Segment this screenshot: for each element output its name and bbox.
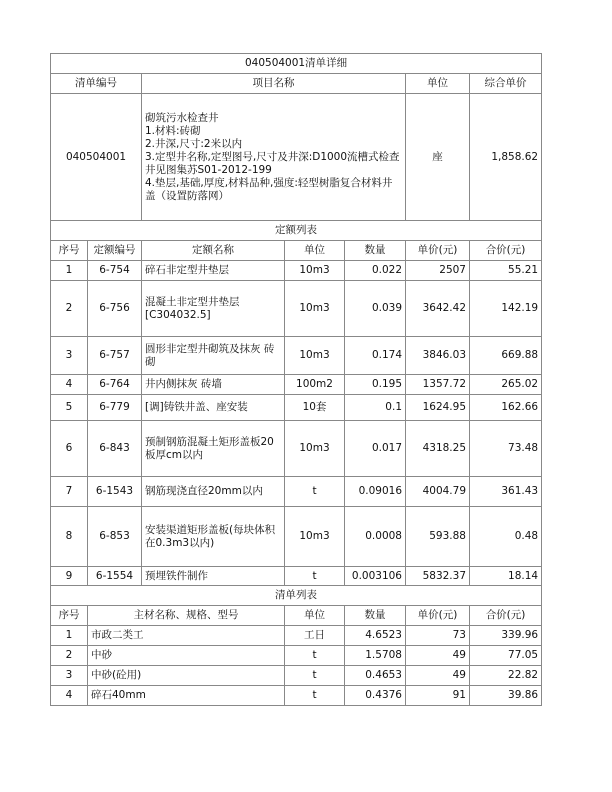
material-total: 22.82: [470, 666, 542, 686]
quota-row: [51, 261, 542, 281]
quota-row: [51, 337, 542, 375]
quota-idx: 7: [51, 477, 88, 507]
bill-header-code: 清单编号: [51, 74, 142, 94]
quota-row: [51, 281, 542, 337]
bill-item-description: 砌筑污水检查井 1.材料:砖砌 2.井深,尺寸:2米以内 3.定型井名称,定型图号,尺寸及井深:D1000流槽式检查井见图集苏S01-2012-199 4.垫层,基础,厚度,材料品种,强度:轻型树脂复合材料井盖（设置防落网）: [142, 94, 406, 221]
material-total: 77.05: [470, 646, 542, 666]
quota-header-name: 定额名称: [142, 241, 285, 261]
quota-total: 142.19: [470, 281, 542, 337]
quota-price: 4318.25: [406, 421, 470, 477]
quota-idx: 6: [51, 421, 88, 477]
material-qty: 4.6523: [345, 626, 406, 646]
quota-qty: 0.017: [345, 421, 406, 477]
quota-code: 6-1543: [88, 477, 142, 507]
material-qty: 1.5708: [345, 646, 406, 666]
quota-total: 55.21: [470, 261, 542, 281]
material-name: 碎石40mm: [88, 686, 285, 706]
quota-header-total: 合价(元): [470, 241, 542, 261]
quota-unit: 10m3: [285, 507, 345, 567]
material-header-unit: 单位: [285, 606, 345, 626]
quota-row: [51, 477, 542, 507]
quota-idx: 3: [51, 337, 88, 375]
material-qty: 0.4653: [345, 666, 406, 686]
quota-idx: 2: [51, 281, 88, 337]
quota-code: 6-1554: [88, 567, 142, 586]
quota-name: 碎石非定型井垫层: [142, 261, 285, 281]
quota-price: 1357.72: [406, 375, 470, 395]
quota-code: 6-754: [88, 261, 142, 281]
material-unit: t: [285, 686, 345, 706]
quota-price: 1624.95: [406, 395, 470, 421]
quota-name: 预埋铁件制作: [142, 567, 285, 586]
quota-name: 安装渠道矩形盖板(每块体积在0.3m3以内): [142, 507, 285, 567]
quota-name: 圆形非定型井砌筑及抹灰 砖砌: [142, 337, 285, 375]
quota-price: 3642.42: [406, 281, 470, 337]
quota-header-unit: 单位: [285, 241, 345, 261]
material-total: 39.86: [470, 686, 542, 706]
quota-price: 5832.37: [406, 567, 470, 586]
material-qty: 0.4376: [345, 686, 406, 706]
quota-qty: 0.09016: [345, 477, 406, 507]
material-name: 中砂(砼用): [88, 666, 285, 686]
quota-row: [51, 567, 542, 586]
material-header-qty: 数量: [345, 606, 406, 626]
quota-row: [51, 395, 542, 421]
quota-unit: t: [285, 567, 345, 586]
quota-price: 2507: [406, 261, 470, 281]
material-name: 中砂: [88, 646, 285, 666]
quota-unit: 10m3: [285, 261, 345, 281]
material-section-title: 清单列表: [51, 586, 542, 606]
quota-idx: 9: [51, 567, 88, 586]
quota-price: 593.88: [406, 507, 470, 567]
material-header-price: 单价(元): [406, 606, 470, 626]
quota-unit: 10m3: [285, 421, 345, 477]
quota-code: 6-779: [88, 395, 142, 421]
bill-item-price: 1,858.62: [470, 94, 542, 221]
quota-code: 6-853: [88, 507, 142, 567]
quota-total: 361.43: [470, 477, 542, 507]
quota-code: 6-764: [88, 375, 142, 395]
quota-total: 669.88: [470, 337, 542, 375]
bill-item-unit: 座: [406, 94, 470, 221]
quota-qty: 0.195: [345, 375, 406, 395]
material-price: 91: [406, 686, 470, 706]
material-total: 339.96: [470, 626, 542, 646]
quota-code: 6-756: [88, 281, 142, 337]
quota-qty: 0.0008: [345, 507, 406, 567]
quota-unit: 10m3: [285, 337, 345, 375]
material-price: 73: [406, 626, 470, 646]
quota-total: 265.02: [470, 375, 542, 395]
quota-name: [调]铸铁井盖、座安装: [142, 395, 285, 421]
material-row: [51, 646, 542, 666]
quota-name: 井内侧抹灰 砖墙: [142, 375, 285, 395]
sheet-title: 040504001清单详细: [51, 54, 542, 74]
material-row: [51, 686, 542, 706]
quota-unit: 100m2: [285, 375, 345, 395]
material-name: 市政二类工: [88, 626, 285, 646]
material-idx: 3: [51, 666, 88, 686]
quota-unit: 10m3: [285, 281, 345, 337]
material-idx: 4: [51, 686, 88, 706]
material-header-total: 合价(元): [470, 606, 542, 626]
quota-header-qty: 数量: [345, 241, 406, 261]
quota-header-idx: 序号: [51, 241, 88, 261]
material-row: [51, 626, 542, 646]
quota-total: 162.66: [470, 395, 542, 421]
bill-header-price: 综合单价: [470, 74, 542, 94]
quota-name: 混凝土非定型井垫层 [C304032.5]: [142, 281, 285, 337]
material-unit: t: [285, 666, 345, 686]
quota-code: 6-843: [88, 421, 142, 477]
quota-qty: 0.003106: [345, 567, 406, 586]
quota-qty: 0.1: [345, 395, 406, 421]
quota-price: 3846.03: [406, 337, 470, 375]
quota-name: 钢筋现浇直径20mm以内: [142, 477, 285, 507]
material-price: 49: [406, 666, 470, 686]
quota-row: [51, 375, 542, 395]
quota-unit: 10套: [285, 395, 345, 421]
material-header-name: 主材名称、规格、型号: [88, 606, 285, 626]
material-unit: 工日: [285, 626, 345, 646]
quota-price: 4004.79: [406, 477, 470, 507]
quota-code: 6-757: [88, 337, 142, 375]
material-idx: 1: [51, 626, 88, 646]
quota-qty: 0.039: [345, 281, 406, 337]
quota-qty: 0.174: [345, 337, 406, 375]
bill-item-code: 040504001: [51, 94, 142, 221]
material-price: 49: [406, 646, 470, 666]
quota-idx: 1: [51, 261, 88, 281]
quota-header-price: 单价(元): [406, 241, 470, 261]
quota-unit: t: [285, 477, 345, 507]
bill-header-name: 项目名称: [142, 74, 406, 94]
quota-total: 18.14: [470, 567, 542, 586]
quota-qty: 0.022: [345, 261, 406, 281]
bill-header-unit: 单位: [406, 74, 470, 94]
quota-total: 73.48: [470, 421, 542, 477]
quota-row: [51, 507, 542, 567]
quota-idx: 5: [51, 395, 88, 421]
quota-idx: 4: [51, 375, 88, 395]
quota-name: 预制钢筋混凝土矩形盖板20板厚cm以内: [142, 421, 285, 477]
bill-detail-table: [50, 53, 542, 706]
material-row: [51, 666, 542, 686]
quota-total: 0.48: [470, 507, 542, 567]
material-unit: t: [285, 646, 345, 666]
quota-section-title: 定额列表: [51, 221, 542, 241]
quota-row: [51, 421, 542, 477]
material-header-idx: 序号: [51, 606, 88, 626]
quota-header-code: 定额编号: [88, 241, 142, 261]
material-idx: 2: [51, 646, 88, 666]
quota-idx: 8: [51, 507, 88, 567]
